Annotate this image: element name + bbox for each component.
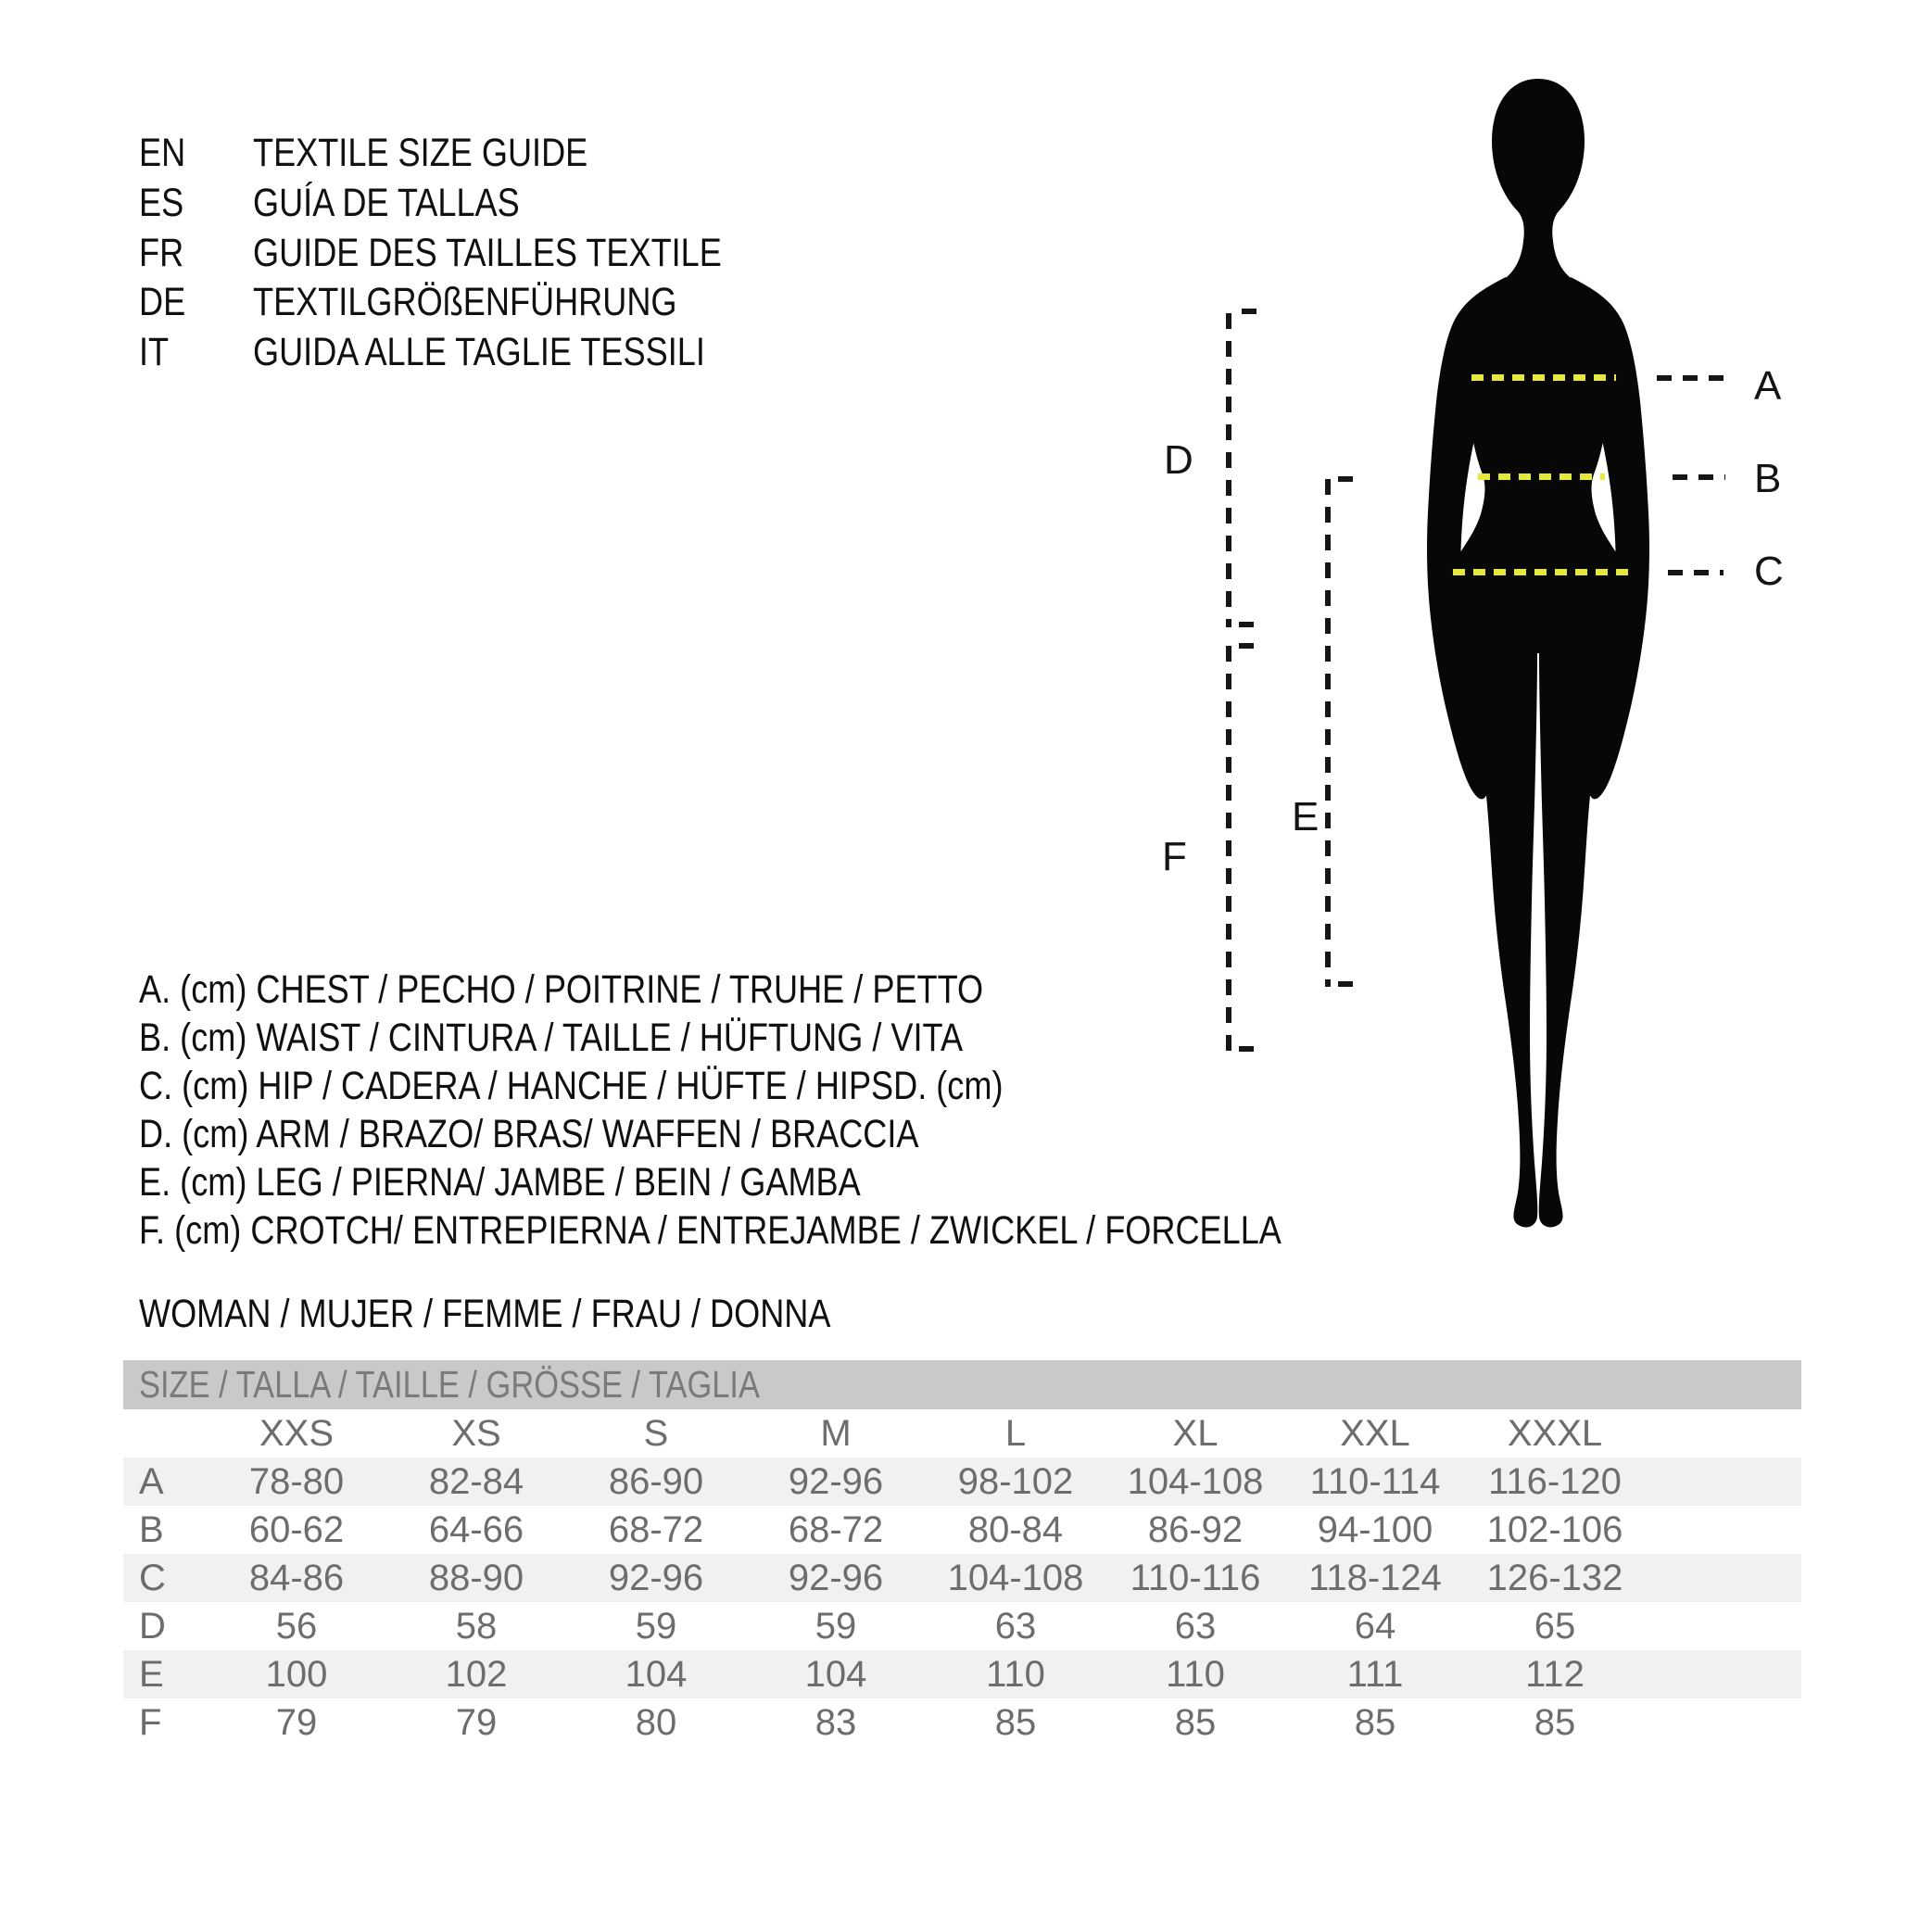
language-title: GUIDA ALLE TAGLIE TESSILI [253,330,705,374]
size-cell: 104-108 [1127,1461,1264,1502]
size-cell: 104 [804,1654,867,1695]
crotch-measure-top-tick [1239,643,1254,649]
size-cell: 112 [1525,1654,1585,1695]
language-title: GUÍA DE TALLAS [253,180,520,225]
figure-label-hip: C [1754,549,1784,594]
arm-measure-top-tick [1242,309,1256,314]
size-cell: 84-86 [248,1558,345,1598]
size-cell: 100 [265,1654,328,1695]
hip-connector-dash [1668,570,1724,575]
size-cell: 79 [275,1702,318,1743]
language-code: DE [139,280,186,325]
language-heading-block [139,129,811,378]
gender-heading: WOMAN / MUJER / FEMME / FRAU / DONNA [139,1292,831,1336]
hip-measure-line-yellow [1453,569,1635,575]
size-cell: 110-114 [1309,1461,1441,1502]
language-row [139,129,811,179]
size-cell: 60-62 [248,1509,345,1550]
figure-label-leg: E [1292,794,1320,839]
size-col-header: XXXL [1507,1413,1603,1454]
table-row [123,1554,1801,1602]
row-label: E [139,1654,164,1695]
size-cell: 92-96 [788,1558,884,1598]
size-cell: 56 [275,1606,318,1647]
chest-connector-dash [1657,375,1724,381]
size-cell: 59 [814,1606,857,1647]
size-col-header: XXS [259,1413,335,1454]
arm-measure-line [1226,313,1231,627]
size-cell: 92-96 [788,1461,884,1502]
legend-item: B. (cm) WAIST / CINTURA / TAILLE / HÜFTUNG / VITA [139,1016,964,1060]
table-row [123,1602,1801,1650]
size-col-header: S [643,1413,669,1454]
row-label: F [139,1702,162,1743]
size-cell: 86-92 [1147,1509,1244,1550]
size-cell: 64-66 [428,1509,524,1550]
language-row [139,229,811,279]
size-cell: 85 [994,1702,1037,1743]
size-cell: 58 [455,1606,498,1647]
arm-measure-bottom-tick [1239,622,1254,627]
size-cell: 79 [455,1702,498,1743]
row-label: D [139,1606,166,1647]
size-cell: 110-116 [1130,1558,1261,1598]
size-col-header: XS [451,1413,501,1454]
size-cell: 80-84 [967,1509,1064,1550]
legend-item: A. (cm) CHEST / PECHO / POITRINE / TRUHE / PETTO [139,967,984,1012]
waist-measure-line-yellow [1478,473,1605,480]
table-header-bar: SIZE / TALLA / TAILLE / GRÖSSE / TAGLIA [123,1360,1801,1409]
size-cell: 82-84 [428,1461,524,1502]
size-cell: 86-90 [608,1461,704,1502]
figure-label-chest: A [1754,363,1782,409]
language-row [139,328,811,378]
legend-item: F. (cm) CROTCH/ ENTREPIERNA / ENTREJAMBE / ZWICKEL / FORCELLA [139,1208,1282,1253]
language-code: IT [139,330,170,374]
figure-label-crotch: F [1162,834,1187,879]
size-col-header: XL [1172,1413,1219,1454]
size-cell: 102-106 [1486,1509,1623,1550]
leg-measure-line [1325,479,1331,987]
chest-measure-line-yellow [1471,374,1616,381]
size-cell: 68-72 [788,1509,884,1550]
table-row [123,1458,1801,1506]
table-row [123,1506,1801,1554]
legend-item: D. (cm) ARM / BRAZO/ BRAS/ WAFFEN / BRACCIA [139,1112,919,1156]
size-cell: 64 [1354,1606,1396,1647]
table-row [123,1650,1801,1698]
leg-measure-top-tick [1338,476,1353,482]
size-cell: 88-90 [428,1558,524,1598]
size-columns-row [123,1409,1801,1458]
language-title: TEXTILGRÖßENFÜHRUNG [253,280,677,325]
size-cell: 80 [635,1702,677,1743]
size-cell: 116-120 [1488,1461,1622,1502]
language-code: ES [139,180,184,225]
size-cell: 85 [1174,1702,1217,1743]
size-cell: 85 [1354,1702,1396,1743]
size-table [123,1360,1801,1747]
size-cell: 68-72 [608,1509,704,1550]
waist-connector-dash [1673,474,1725,480]
size-cell: 85 [1534,1702,1576,1743]
size-col-header: L [1004,1413,1027,1454]
size-cell: 104 [625,1654,688,1695]
measurement-legend [139,966,1499,1255]
size-cell: 92-96 [608,1558,704,1598]
size-cell: 63 [994,1606,1037,1647]
size-cell: 59 [635,1606,677,1647]
size-cell: 104-108 [947,1558,1084,1598]
row-label: B [139,1509,164,1550]
size-cell: 110 [986,1654,1045,1695]
legend-item: E. (cm) LEG / PIERNA/ JAMBE / BEIN / GAMBA [139,1160,861,1205]
size-col-header: M [820,1413,852,1454]
language-row [139,278,811,328]
language-title: TEXTILE SIZE GUIDE [253,131,588,175]
language-code: EN [139,131,186,175]
size-cell: 94-100 [1317,1509,1433,1550]
figure-label-waist: B [1754,456,1782,501]
size-cell: 83 [814,1702,857,1743]
size-cell: 102 [445,1654,508,1695]
size-cell: 110 [1166,1654,1225,1695]
row-label: C [139,1558,166,1598]
size-cell: 111 [1346,1654,1404,1695]
size-cell: 118-124 [1308,1558,1442,1598]
size-cell: 126-132 [1486,1558,1623,1598]
figure-label-arm: D [1164,437,1193,483]
size-cell: 78-80 [248,1461,345,1502]
language-code: FR [139,230,184,275]
row-label: A [139,1461,164,1502]
language-row [139,179,811,229]
legend-item: C. (cm) HIP / CADERA / HANCHE / HÜFTE / HIPSD. (cm) [139,1064,1004,1108]
table-row [123,1698,1801,1747]
size-cell: 98-102 [957,1461,1074,1502]
size-col-header: XXL [1340,1413,1410,1454]
size-cell: 63 [1174,1606,1217,1647]
size-cell: 65 [1534,1606,1576,1647]
language-title: GUIDE DES TAILLES TEXTILE [253,230,722,275]
